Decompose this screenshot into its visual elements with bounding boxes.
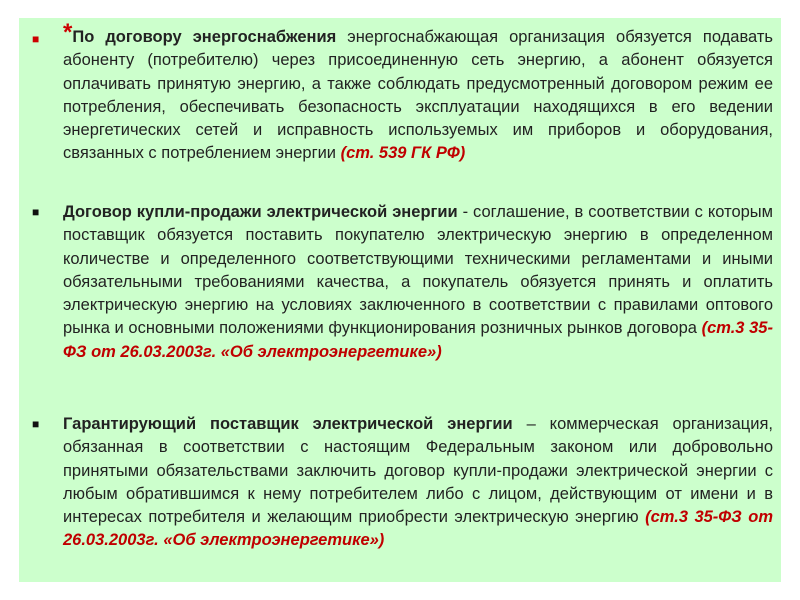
term-guaranteeing-supplier: Гарантирующий поставщик электрической энергии: [63, 415, 513, 433]
bullet-square-icon: ■: [32, 32, 40, 46]
bullet-paragraph: [63, 201, 773, 364]
term-electricity-sale-contract: Договор купли-продажи электрической энергии: [63, 203, 458, 221]
bullet-energy-supply-contract: [32, 19, 773, 166]
legal-reference: (ст.3 35-ФЗ от 26.03.2003г. «Об электроэнергетике»): [63, 319, 773, 361]
asterisk-mark: *: [63, 19, 73, 46]
legal-reference: (ст.3 35-ФЗ от 26.03.2003г. «Об электроэнергетике»): [63, 508, 773, 550]
bullet-paragraph: [63, 19, 773, 166]
definition-text: – коммерческая организация, обязанная в соответствии с настоящим Федеральным законом или добровольно принятыми обязательствами заключить договор купли-продажи электрической энергии с любым обратившимся к нему потребителем либо с лицом, действующим от имени и в интересах потребителя и желающим приобрести электрическую энергию: [63, 415, 773, 527]
definition-text: - соглашение, в соответствии с которым поставщик обязуется поставить покупателю электрическую энергию в определенном количестве и определенного соответствующими техническими регламентами и иными обязательными требованиями качества, а покупатель обязуется принять и оплатить электрическую энергию на условиях заключенного в соответствии с правилами оптового рынка и основными положениями функционирования розничных рынков договора: [63, 203, 773, 338]
definition-text: энергоснабжающая организация обязуется подавать абоненту (потребителю) через присоединенную сеть энергию, а абонент обязуется оплачивать принятую энергию, а также соблюдать предусмотренный договором режим ее потребления, обеспечивать безопасность эксплуатации находящихся в его ведении энергетических сетей и исправность используемых им приборов и оборудования, связанных с потреблением энергии: [63, 28, 773, 163]
term-energy-supply-contract: По договору энергоснабжения: [72, 28, 337, 46]
bullet-paragraph: [63, 413, 773, 553]
slide-content: [19, 18, 781, 582]
bullet-guaranteeing-supplier: [32, 413, 773, 553]
bullet-electricity-sale-contract: [32, 201, 773, 364]
bullet-square-icon: ■: [32, 205, 40, 219]
bullet-square-icon: ■: [32, 417, 40, 431]
legal-reference: (ст. 539 ГК РФ): [340, 144, 466, 163]
